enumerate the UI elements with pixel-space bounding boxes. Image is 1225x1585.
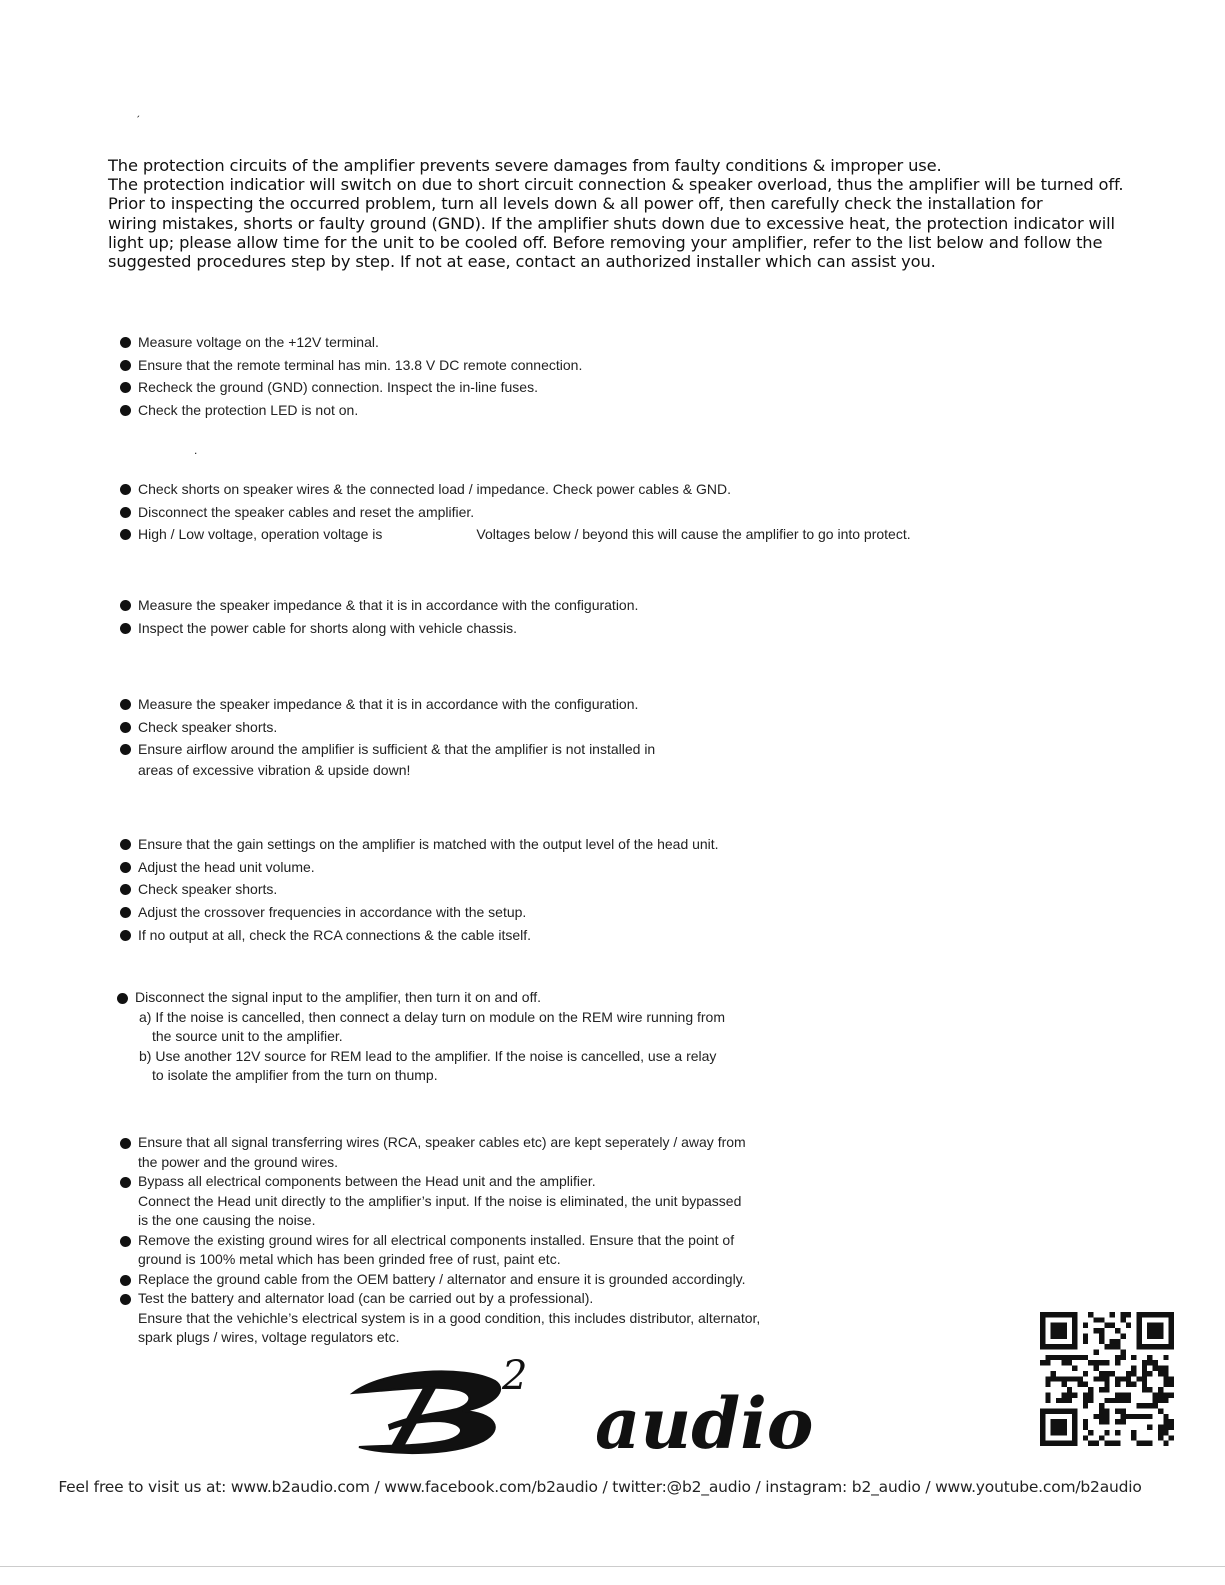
qr-module: [1110, 1312, 1115, 1317]
qr-module: [1104, 1360, 1109, 1365]
bullet-icon: [120, 884, 131, 895]
qr-module: [1045, 1376, 1050, 1381]
item-text: Remove the existing ground wires for all electrical components installed. Ensure that the point of: [138, 1231, 735, 1248]
intro-line: Prior to inspecting the occurred problem, turn all levels down & all power off, then carefully check the installation for: [108, 194, 1043, 214]
qr-module: [1088, 1392, 1093, 1397]
qr-module: [1072, 1355, 1077, 1360]
list-item: [120, 1289, 760, 1309]
item-text: Ensure that the gain settings on the amplifier is matched with the output level of the head unit.: [138, 836, 719, 852]
qr-module: [1094, 1328, 1099, 1333]
intro-line: The protection indicatior will switch on due to short circuit connection & speaker overload, thus the amplifier will be turned off.: [108, 175, 1124, 195]
item-continuation: the power and the ground wires.: [138, 1153, 339, 1170]
qr-module: [1163, 1414, 1168, 1419]
qr-module: [1142, 1441, 1147, 1446]
qr-module: [1104, 1371, 1109, 1376]
qr-module: [1056, 1355, 1061, 1360]
qr-module: [1040, 1360, 1045, 1365]
qr-module: [1147, 1360, 1152, 1365]
qr-module: [1051, 1355, 1056, 1360]
item-text: Bypass all electrical components between the Head unit and the amplifier.: [138, 1173, 596, 1189]
qr-module: [1169, 1425, 1174, 1430]
qr-module: [1163, 1430, 1168, 1435]
qr-module: [1094, 1376, 1099, 1381]
qr-module: [1163, 1425, 1168, 1430]
troubleshoot-section-power: [120, 331, 582, 422]
qr-module: [1083, 1355, 1088, 1360]
qr-module: [1099, 1333, 1104, 1338]
qr-module: [1115, 1360, 1120, 1365]
qr-module: [1061, 1398, 1066, 1403]
qr-module: [1083, 1382, 1088, 1387]
qr-module: [1115, 1398, 1120, 1403]
qr-module: [1099, 1403, 1104, 1408]
qr-module: [1083, 1339, 1088, 1344]
qr-module: [1158, 1371, 1163, 1376]
item-text: Check shorts on speaker wires & the connected load / impedance. Check power cables & GND.: [138, 481, 731, 497]
qr-module: [1099, 1435, 1104, 1440]
qr-module: [1163, 1398, 1168, 1403]
troubleshoot-section-heat: [120, 693, 655, 781]
list-item: [120, 1172, 760, 1192]
item-text: Check the protection LED is not on.: [138, 402, 359, 419]
bullet-icon: [120, 529, 131, 540]
qr-module: [1099, 1317, 1104, 1322]
qr-module: [1136, 1403, 1141, 1408]
troubleshoot-section-output: [120, 833, 719, 947]
intro-line: light up; please allow time for the unit to be cooled off. Before removing your amplifier, refer to the list below and follow the: [108, 232, 1103, 252]
qr-module: [1045, 1382, 1050, 1387]
qr-module: [1158, 1398, 1163, 1403]
qr-module: [1051, 1323, 1067, 1339]
qr-module: [1094, 1366, 1099, 1371]
qr-module: [1136, 1414, 1141, 1419]
qr-module: [1104, 1387, 1109, 1392]
qr-module: [1169, 1392, 1174, 1397]
qr-module: [1120, 1333, 1125, 1338]
qr-module: [1147, 1441, 1152, 1446]
qr-module: [1088, 1312, 1093, 1317]
qr-module: [1104, 1414, 1109, 1419]
bullet-icon: [120, 1177, 131, 1188]
qr-module: [1153, 1392, 1158, 1397]
bullet-icon: [120, 722, 131, 733]
list-item: [120, 501, 911, 524]
qr-module: [1072, 1366, 1077, 1371]
qr-module: [1131, 1366, 1136, 1371]
qr-module: [1163, 1371, 1168, 1376]
qr-module: [1115, 1441, 1120, 1446]
qr-module: [1142, 1382, 1147, 1387]
qr-module: [1126, 1371, 1131, 1376]
list-item: [120, 376, 582, 399]
qr-module: [1045, 1360, 1050, 1365]
bullet-icon: [120, 862, 131, 873]
qr-module: [1083, 1425, 1088, 1430]
bullet-icon: [120, 930, 131, 941]
qr-module: [1120, 1317, 1125, 1322]
qr-module: [1136, 1441, 1141, 1446]
logo-b-stroke: [353, 1371, 500, 1453]
qr-module: [1083, 1419, 1088, 1424]
qr-module: [1158, 1366, 1163, 1371]
qr-module: [1147, 1323, 1163, 1339]
qr-module: [1104, 1376, 1109, 1381]
qr-module: [1147, 1355, 1152, 1360]
qr-module: [1131, 1435, 1136, 1440]
qr-module: [1115, 1376, 1120, 1381]
bullet-icon: [120, 1294, 131, 1305]
qr-module: [1094, 1317, 1099, 1322]
qr-module: [1078, 1355, 1083, 1360]
qr-module: [1067, 1392, 1072, 1397]
bullet-icon: [120, 405, 131, 416]
troubleshoot-section-thump: [117, 988, 725, 1086]
qr-module: [1088, 1360, 1093, 1365]
qr-module: [1099, 1328, 1104, 1333]
qr-module: [1169, 1376, 1174, 1381]
qr-module: [1072, 1392, 1077, 1397]
item-continuation: spark plugs / wires, voltage regulators etc.: [138, 1329, 400, 1345]
qr-module: [1110, 1344, 1115, 1349]
qr-module: [1158, 1425, 1163, 1430]
qr-module: [1045, 1392, 1050, 1397]
qr-module: [1078, 1382, 1083, 1387]
qr-module: [1142, 1376, 1147, 1381]
bullet-icon: [120, 360, 131, 371]
item-continuation: areas of excessive vibration & upside down!: [138, 762, 411, 779]
intro-line: wiring mistakes, shorts or faulty ground (GND). If the amplifier shuts down due to excessive heat, the protection indicator will: [108, 213, 1115, 233]
qr-module: [1131, 1371, 1136, 1376]
qr-module: [1110, 1339, 1115, 1344]
qr-module: [1083, 1403, 1088, 1408]
bullet-icon: [120, 484, 131, 495]
qr-module: [1104, 1441, 1109, 1446]
item-text: Test the battery and alternator load (can be carried out by a professional).: [138, 1290, 594, 1306]
qr-module: [1104, 1430, 1109, 1435]
qr-module: [1067, 1387, 1072, 1392]
qr-module: [1104, 1398, 1109, 1403]
item-text: Ensure that all signal transferring wires (RCA, speaker cables etc) are kept seperately / away from: [138, 1134, 746, 1150]
qr-module: [1083, 1371, 1088, 1376]
divider: [0, 1566, 1225, 1567]
qr-module: [1110, 1371, 1115, 1376]
qr-module: [1169, 1419, 1174, 1424]
qr-module: [1131, 1382, 1136, 1387]
bullet-icon: [120, 1236, 131, 1247]
qr-module: [1142, 1366, 1147, 1371]
qr-module: [1110, 1323, 1115, 1328]
item-text: Measure the speaker impedance & that it is in accordance with the configuration.: [138, 597, 639, 613]
list-item: [120, 878, 719, 901]
item-text: Adjust the head unit volume.: [138, 858, 315, 875]
bullet-icon: [120, 699, 131, 710]
qr-module: [1056, 1398, 1061, 1403]
qr-module: [1163, 1419, 1168, 1424]
qr-module: [1163, 1355, 1168, 1360]
list-item: [120, 1133, 760, 1153]
qr-module: [1163, 1382, 1168, 1387]
logo-wordmark: audio: [595, 1382, 814, 1460]
item-continuation: Connect the Head unit directly to the amplifier’s input. If the noise is eliminated, the unit bypassed: [138, 1192, 742, 1209]
qr-module: [1163, 1366, 1168, 1371]
logo-superscript: 2: [502, 1355, 528, 1399]
list-item: [120, 478, 911, 501]
qr-module: [1126, 1382, 1131, 1387]
qr-module: [1142, 1403, 1147, 1408]
qr-module: [1067, 1355, 1072, 1360]
qr-module: [1051, 1419, 1067, 1435]
qr-module: [1099, 1419, 1104, 1424]
stray-mark: ˏ: [136, 104, 140, 118]
qr-module: [1104, 1323, 1109, 1328]
item-text: Adjust the crossover frequencies in accordance with the setup.: [138, 904, 527, 921]
qr-module: [1115, 1419, 1120, 1424]
item-text: High / Low voltage, operation voltage is: [138, 526, 383, 543]
qr-module: [1158, 1430, 1163, 1435]
qr-module: [1120, 1414, 1125, 1419]
list-item: [120, 856, 719, 879]
qr-module: [1115, 1392, 1120, 1397]
qr-module: [1061, 1392, 1066, 1397]
bullet-icon: [120, 744, 131, 755]
qr-module: [1104, 1419, 1109, 1424]
list-item: [117, 988, 725, 1008]
item-text: Measure voltage on the +12V terminal.: [138, 334, 379, 350]
qr-module: [1083, 1333, 1088, 1338]
qr-module: [1147, 1387, 1152, 1392]
qr-module: [1104, 1382, 1109, 1387]
item-text: Measure the speaker impedance & that it is in accordance with the configuration.: [138, 696, 639, 712]
qr-module: [1094, 1441, 1099, 1446]
qr-module: [1158, 1392, 1163, 1397]
qr-module: [1099, 1414, 1104, 1419]
qr-module: [1110, 1398, 1115, 1403]
qr-module: [1094, 1360, 1099, 1365]
qr-module: [1115, 1382, 1120, 1387]
list-item: [120, 523, 911, 546]
qr-module: [1153, 1366, 1158, 1371]
bullet-icon: [120, 337, 131, 348]
qr-module: [1099, 1408, 1104, 1413]
qr-module: [1099, 1339, 1104, 1344]
bullet-icon: [120, 907, 131, 918]
qr-module: [1051, 1376, 1056, 1381]
list-item: [120, 924, 719, 947]
qr-module: [1158, 1435, 1163, 1440]
qr-module: [1126, 1398, 1131, 1403]
b2-audio-logo: [345, 1355, 850, 1460]
qr-module: [1131, 1355, 1136, 1360]
qr-module: [1142, 1387, 1147, 1392]
qr-module: [1115, 1344, 1120, 1349]
list-item: [120, 617, 638, 640]
qr-module: [1153, 1398, 1158, 1403]
qr-module: [1088, 1430, 1093, 1435]
qr-module: [1147, 1414, 1152, 1419]
item-text: Recheck the ground (GND) connection. Inspect the in-line fuses.: [138, 379, 538, 396]
list-item: [120, 738, 655, 761]
list-item: [120, 693, 655, 716]
qr-module: [1115, 1430, 1120, 1435]
qr-module: [1126, 1392, 1131, 1397]
item-text: If no output at all, check the RCA connections & the cable itself.: [138, 926, 532, 943]
bullet-icon: [120, 839, 131, 850]
sub-item: a) If the noise is cancelled, then connect a delay turn on module on the REM wire running from: [139, 1008, 725, 1025]
item-text: Disconnect the speaker cables and reset the amplifier.: [138, 503, 475, 520]
qr-module: [1078, 1376, 1083, 1381]
bullet-icon: [120, 382, 131, 393]
bullet-icon: [120, 1138, 131, 1149]
qr-module: [1120, 1419, 1125, 1424]
qr-module: [1083, 1323, 1088, 1328]
qr-module: [1051, 1371, 1056, 1376]
item-text: Disconnect the signal input to the amplifier, then turn it on and off.: [135, 989, 541, 1005]
item-text: Replace the ground cable from the OEM battery / alternator and ensure it is grounded accordingly.: [138, 1270, 746, 1287]
qr-module: [1067, 1398, 1072, 1403]
qr-module: [1083, 1435, 1088, 1440]
qr-module: [1115, 1355, 1120, 1360]
qr-module: [1072, 1376, 1077, 1381]
qr-module: [1126, 1376, 1131, 1381]
qr-module: [1045, 1398, 1050, 1403]
list-item: [120, 331, 582, 354]
list-item: [120, 833, 719, 856]
item-continuation: ground is 100% metal which has been grinded free of rust, paint etc.: [138, 1251, 561, 1267]
item-text: Check speaker shorts.: [138, 881, 278, 898]
footer-links: Feel free to visit us at: www.b2audio.com / www.facebook.com/b2audio / twitter:@b2_audio / instagram: b2_audio / www.youtube.com/b2audio: [58, 1478, 1142, 1496]
qr-module: [1158, 1387, 1163, 1392]
qr-module: [1099, 1360, 1104, 1365]
troubleshoot-section-fuse: [120, 594, 638, 639]
qr-module: [1115, 1328, 1120, 1333]
qr-module: [1131, 1414, 1136, 1419]
qr-module: [1120, 1408, 1125, 1413]
qr-module: [1099, 1376, 1104, 1381]
qr-module: [1169, 1435, 1174, 1440]
bullet-icon: [120, 507, 131, 518]
item-text: Inspect the power cable for shorts along with vehicle chassis.: [138, 619, 517, 636]
qr-module: [1142, 1414, 1147, 1419]
sub-item-continuation: to isolate the amplifier from the turn on thump.: [152, 1067, 438, 1083]
qr-module: [1067, 1360, 1072, 1365]
qr-module: [1147, 1425, 1152, 1430]
item-text: Voltages below / beyond this will cause the amplifier to go into protect.: [476, 526, 911, 543]
item-continuation: is the one causing the noise.: [138, 1212, 316, 1228]
stray-mark: .: [194, 443, 198, 457]
intro-line: The protection circuits of the amplifier prevents severe damages from faulty conditions & improper use.: [108, 156, 942, 175]
bullet-icon: [120, 1275, 131, 1286]
qr-module: [1153, 1403, 1158, 1408]
list-item: [120, 594, 638, 617]
qr-module: [1147, 1403, 1152, 1408]
qr-module: [1126, 1414, 1131, 1419]
qr-module: [1088, 1441, 1093, 1446]
bullet-icon: [117, 993, 128, 1004]
list-item: [120, 1270, 760, 1290]
sub-item: b) Use another 12V source for REM lead to the amplifier. If the noise is cancelled, use a relay: [139, 1047, 717, 1064]
sub-item-continuation: the source unit to the amplifier.: [152, 1028, 343, 1044]
item-text: Ensure airflow around the amplifier is sufficient & that the amplifier is not installed in: [138, 741, 656, 758]
qr-module: [1120, 1376, 1125, 1381]
qr-module: [1120, 1398, 1125, 1403]
qr-module: [1136, 1376, 1141, 1381]
qr-module: [1120, 1312, 1125, 1317]
qr-code-icon: [1040, 1312, 1174, 1446]
list-item: [120, 399, 582, 422]
qr-module: [1061, 1355, 1066, 1360]
qr-module: [1045, 1355, 1050, 1360]
qr-module: [1142, 1371, 1147, 1376]
troubleshoot-section-protect: [120, 478, 911, 546]
list-item: [120, 716, 655, 739]
qr-module: [1163, 1441, 1168, 1446]
qr-module: [1120, 1392, 1125, 1397]
qr-module: [1169, 1382, 1174, 1387]
qr-module: [1099, 1371, 1104, 1376]
troubleshoot-section-noise: [120, 1133, 760, 1348]
item-text: Check speaker shorts.: [138, 718, 278, 735]
qr-module: [1104, 1408, 1109, 1413]
qr-module: [1142, 1360, 1147, 1365]
qr-module: [1104, 1344, 1109, 1349]
bullet-icon: [120, 600, 131, 611]
item-text: Ensure that the remote terminal has min. 13.8 V DC remote connection.: [138, 356, 583, 373]
qr-module: [1110, 1441, 1115, 1446]
qr-module: [1061, 1382, 1066, 1387]
qr-module: [1158, 1408, 1163, 1413]
qr-module: [1083, 1392, 1088, 1397]
qr-module: [1099, 1387, 1104, 1392]
qr-module: [1120, 1355, 1125, 1360]
bullet-icon: [120, 623, 131, 634]
qr-module: [1088, 1398, 1093, 1403]
intro-paragraph: [108, 156, 1188, 271]
list-item: [120, 901, 719, 924]
qr-module: [1147, 1371, 1152, 1376]
qr-module: [1094, 1350, 1099, 1355]
qr-module: [1120, 1350, 1125, 1355]
item-continuation: Ensure that the vehichle’s electrical system is in a good condition, this includes distributor, alternator,: [138, 1309, 761, 1326]
qr-module: [1153, 1360, 1158, 1365]
qr-module: [1056, 1376, 1061, 1381]
qr-module: [1131, 1430, 1136, 1435]
qr-module: [1088, 1387, 1093, 1392]
qr-module: [1094, 1414, 1099, 1419]
qr-module: [1126, 1312, 1131, 1317]
qr-module: [1126, 1323, 1131, 1328]
qr-module: [1061, 1360, 1066, 1365]
list-item: [120, 1231, 760, 1251]
list-item: [120, 354, 582, 377]
qr-module: [1115, 1408, 1120, 1413]
qr-module: [1115, 1339, 1120, 1344]
qr-module: [1163, 1392, 1168, 1397]
qr-module: [1083, 1398, 1088, 1403]
qr-module: [1061, 1376, 1066, 1381]
qr-module: [1163, 1376, 1168, 1381]
qr-module: [1067, 1376, 1072, 1381]
intro-line: suggested procedures step by step. If not at ease, contact an authorized installer which can assist you.: [108, 252, 936, 272]
